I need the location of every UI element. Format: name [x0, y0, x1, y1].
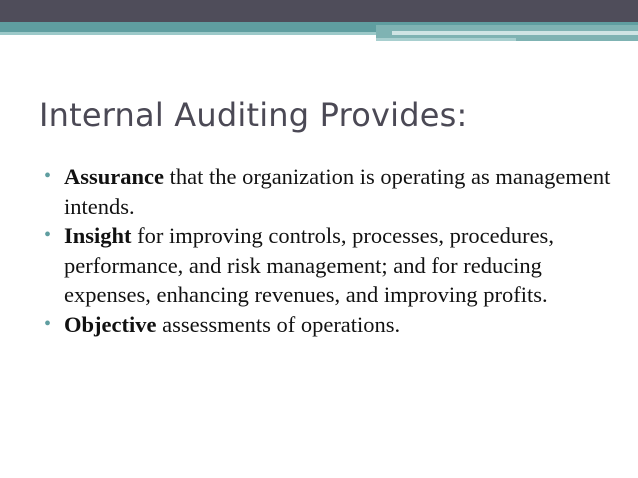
bullet-term: Objective	[64, 311, 157, 337]
bullet-text: that the organization is operating as management intends.	[64, 164, 611, 219]
bullet-text: for improving controls, processes, procedures, performance, and risk management; and for reducing expenses, enhancing revenues, and improving profits.	[64, 223, 554, 307]
bullet-list	[44, 162, 614, 339]
slide-title: Internal Auditing Provides:	[39, 96, 468, 134]
bullet-text: assessments of operations.	[156, 311, 401, 337]
bullet-icon: •	[44, 224, 52, 246]
bullet-item	[44, 162, 614, 221]
bullet-icon: •	[44, 312, 52, 335]
bullet-item	[44, 310, 614, 340]
header-accent-highlight	[392, 31, 638, 35]
bullet-term: Assurance	[64, 164, 164, 189]
header-band-dark	[0, 0, 638, 22]
bullet-icon: •	[44, 165, 52, 187]
bullet-term: Insight	[64, 223, 132, 248]
header-band-teal-light	[0, 32, 380, 35]
header-accent-line	[376, 38, 516, 41]
bullet-item	[44, 221, 614, 310]
